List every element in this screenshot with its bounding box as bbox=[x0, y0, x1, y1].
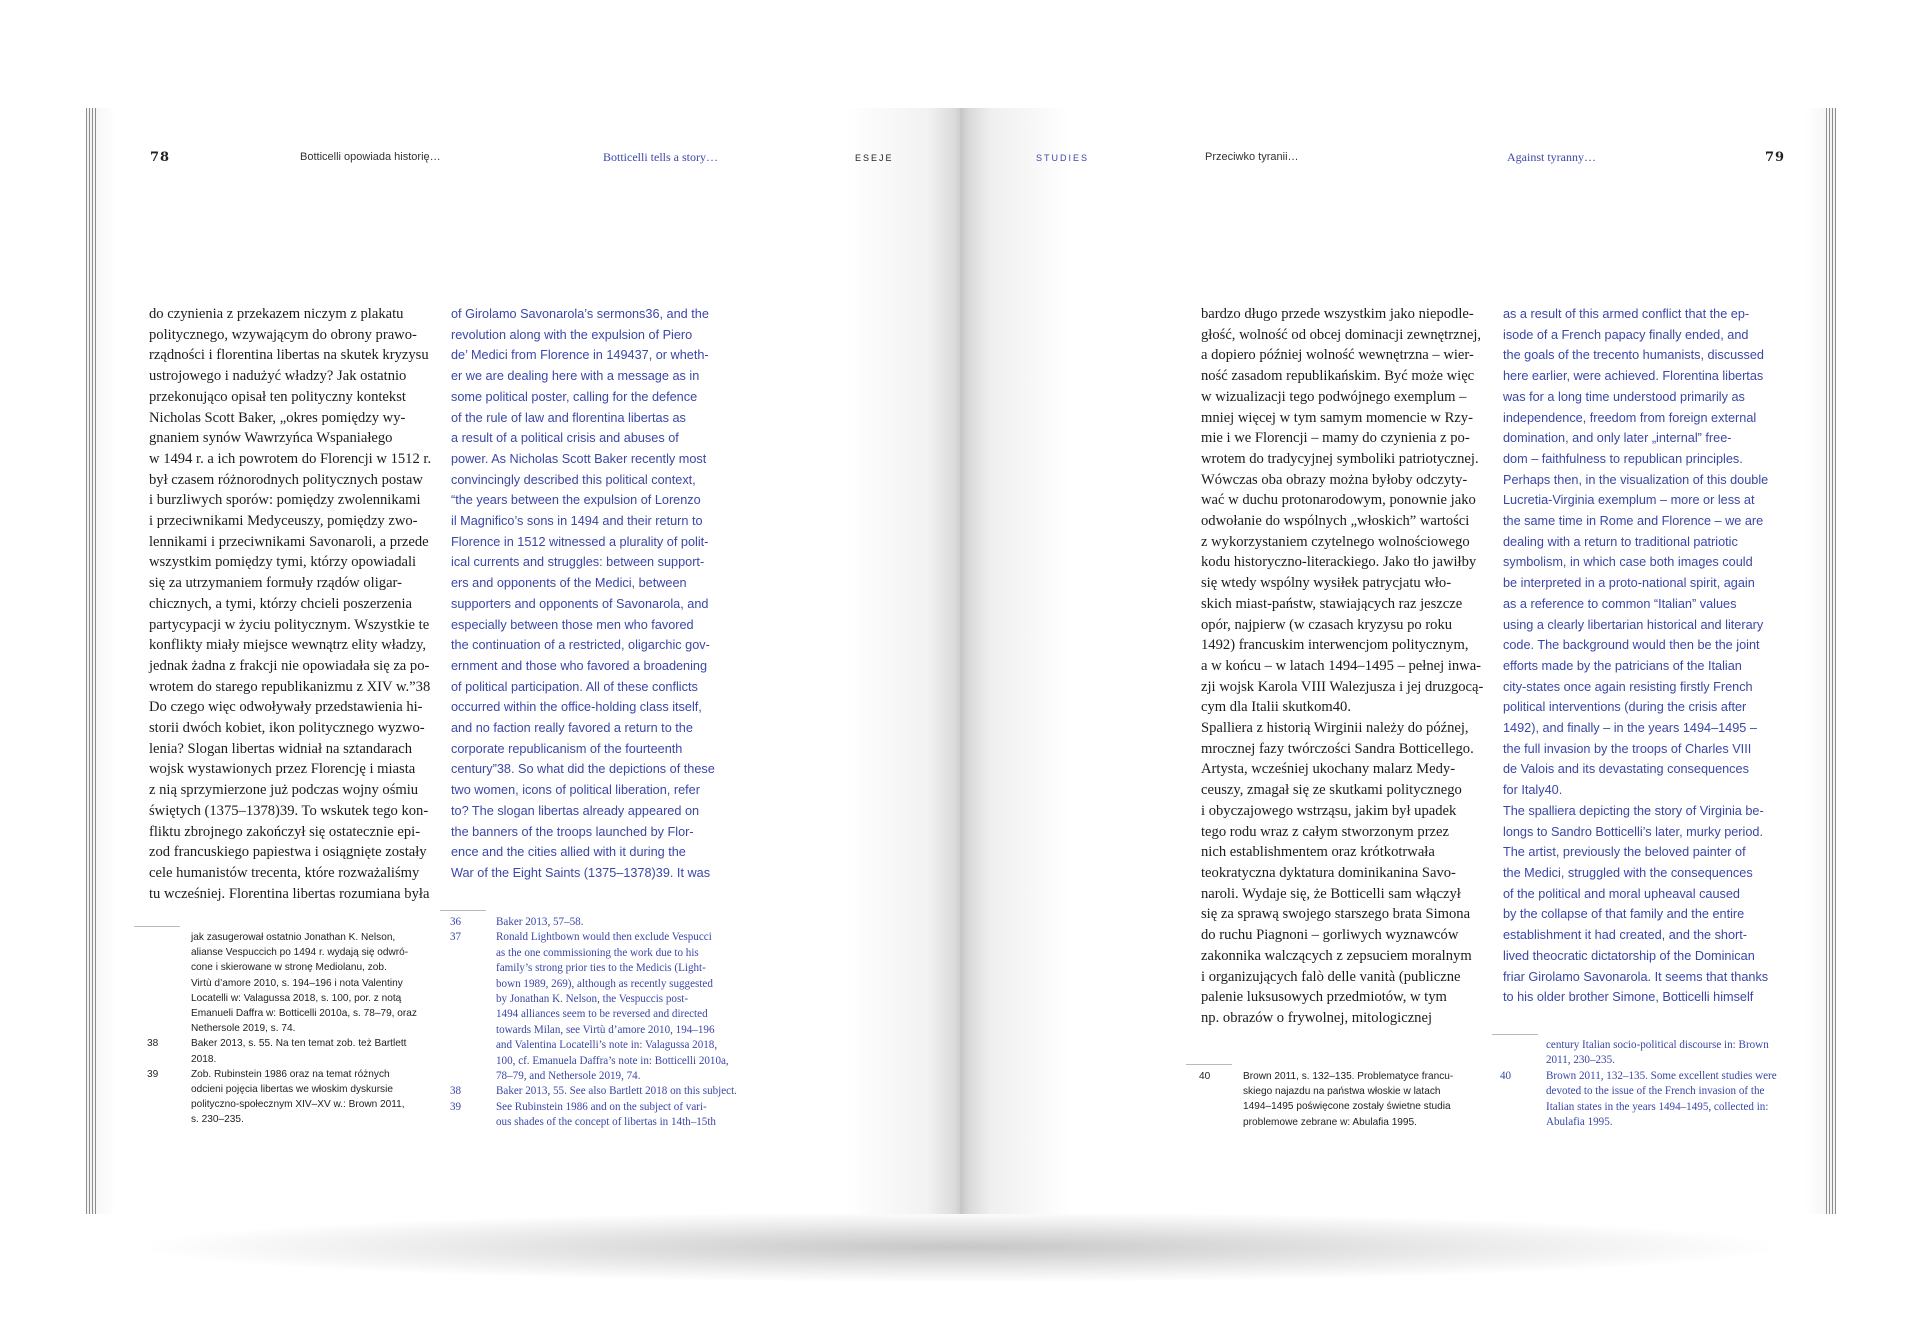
footnote-line bbox=[147, 1112, 447, 1127]
footnote-text: 2018. bbox=[191, 1053, 217, 1065]
footnote-line bbox=[1199, 1099, 1499, 1114]
right-page-edges bbox=[1822, 108, 1836, 1214]
text-line: Nicholas Scott Baker, „okres pomiędzy wy- bbox=[149, 409, 406, 426]
footnote-line bbox=[147, 1082, 447, 1097]
footnote-line bbox=[147, 1006, 447, 1021]
footnote-number bbox=[147, 960, 191, 975]
footnote-number bbox=[1500, 1084, 1546, 1099]
text-line: lenia? Slogan libertas widniał na sztandarach bbox=[149, 740, 412, 757]
left-page-edges bbox=[86, 108, 100, 1214]
running-head-en-left: Botticelli tells a story… bbox=[603, 150, 718, 164]
text-line: zod francuskiego papiestwa i osiągnięte zostały bbox=[149, 844, 427, 861]
footnote-line bbox=[1199, 1069, 1499, 1084]
footnote-line bbox=[1199, 1115, 1499, 1130]
footnote-text: Virtù d’amore 2010, s. 194–196 i nota Valentiny bbox=[191, 977, 403, 989]
footnote-number bbox=[450, 1023, 496, 1038]
text-line: century”38. So what did the depictions of these bbox=[451, 762, 715, 777]
footnote-number: 39 bbox=[147, 1068, 159, 1080]
text-line: zakonnika walczących z zepsuciem moralnym bbox=[1201, 947, 1472, 964]
text-line: do ruchu Piagnoni – gorliwych wyznawców bbox=[1201, 927, 1459, 944]
footnote-number bbox=[1500, 1100, 1546, 1115]
footnote-number bbox=[147, 1082, 191, 1097]
footnote-number bbox=[1199, 1084, 1243, 1099]
footnote-number bbox=[1199, 1115, 1243, 1130]
text-line: cele humanistów trecenta, które rozważaliśmy bbox=[149, 864, 420, 881]
text-line: wrotem do tradycyjnej symboliki patriotycznej. bbox=[1201, 450, 1479, 467]
footnote-rule-en-right bbox=[1492, 1034, 1538, 1035]
page-number-right: 79 bbox=[1765, 150, 1786, 165]
text-line: was for a long time understood primarily as bbox=[1503, 389, 1745, 404]
text-line: a w końcu – w latach 1494–1495 – pełnej inwa- bbox=[1201, 657, 1482, 674]
running-head-en-right: Against tyranny… bbox=[1507, 150, 1596, 164]
footnote-line bbox=[450, 1038, 750, 1053]
text-line: wojsk wystawionych przez Florencję i miasta bbox=[149, 761, 416, 778]
text-line: świętych (1375–1378)39. To wskutek tego kon- bbox=[149, 802, 429, 819]
footnote-number bbox=[147, 976, 191, 991]
footnote-number bbox=[450, 1054, 496, 1069]
text-line: dom – faithfulness to republican principles. bbox=[1503, 451, 1743, 466]
text-line: by the collapse of that family and the entire bbox=[1503, 907, 1745, 922]
text-line: especially between those men who favored bbox=[451, 617, 694, 632]
footnote-number: 39 bbox=[450, 1100, 462, 1113]
text-line: revolution along with the expulsion of Piero bbox=[451, 327, 693, 342]
footnote-line bbox=[147, 945, 447, 960]
footnote-number bbox=[450, 946, 496, 961]
text-line: Perhaps then, in the visualization of this double bbox=[1503, 472, 1769, 487]
text-line: to his older brother Simone, Botticelli himself bbox=[1503, 990, 1754, 1005]
footnote-number bbox=[450, 1038, 496, 1053]
footnote-text: Italian states in the years 1494–1495, collected in: bbox=[1546, 1100, 1769, 1113]
text-line: lennikami i przeciwnikami Savonaroli, a przede bbox=[149, 533, 429, 550]
footnote-text: Emanueli Daffra w: Botticelli 2010a, s. 78–79, oraz bbox=[191, 1008, 417, 1020]
text-line: w wizualizacji tego podwójnego exemplum – bbox=[1201, 388, 1467, 405]
text-line: isode of a French papacy finally ended, and bbox=[1503, 327, 1749, 342]
footnote-text: Zob. Rubinstein 1986 oraz na temat różnych bbox=[191, 1068, 390, 1080]
text-line: efforts made by the patricians of the Italian bbox=[1503, 658, 1742, 673]
footnote-line bbox=[1500, 1084, 1800, 1099]
footnote-line bbox=[450, 930, 750, 945]
footnote-number bbox=[450, 1007, 496, 1022]
footnote-text: 1494 alliances seem to be reversed and directed bbox=[496, 1008, 708, 1021]
footnote-text: Baker 2013, s. 55. Na ten temat zob. też Bartlett bbox=[191, 1038, 407, 1050]
book-gutter bbox=[930, 108, 992, 1214]
text-line: do czynienia z przekazem niczym z plakatu bbox=[149, 306, 404, 322]
text-line: z nią sprzymierzone już podczas wojny ośmiu bbox=[149, 782, 419, 799]
text-line: political interventions (during the crisis after bbox=[1503, 700, 1747, 715]
footnote-text: Nethersole 2019, s. 74. bbox=[191, 1023, 296, 1035]
footnote-rule-pl-right bbox=[1186, 1064, 1232, 1065]
text-line: “the years between the expulsion of Lorenzo bbox=[451, 493, 701, 508]
footnote-line bbox=[147, 976, 447, 991]
text-line: storii dwóch kobiet, ikon politycznego wyzwo- bbox=[149, 720, 425, 737]
text-line: chicznych, a tymi, którzy chcieli poszerzenia bbox=[149, 595, 412, 612]
footnote-number: 38 bbox=[450, 1085, 462, 1098]
footnote-text: odcieni pojęcia libertas we włoskim dyskursie bbox=[191, 1084, 393, 1096]
footnote-number: 40 bbox=[1500, 1069, 1512, 1082]
text-line: domination, and only later „internal” free- bbox=[1503, 431, 1732, 446]
footnotes-pl-right bbox=[1199, 1069, 1499, 1130]
text-line: some political poster, calling for the defence bbox=[451, 389, 698, 404]
text-line: gnaniem synów Wawrzyńca Wspaniałego bbox=[149, 430, 393, 447]
text-line: Spalliera z historią Wirginii należy do późnej, bbox=[1201, 720, 1469, 737]
book-shadow bbox=[150, 1212, 1770, 1282]
text-line: the banners of the troops launched by Flor- bbox=[451, 824, 694, 839]
footnote-line bbox=[147, 991, 447, 1006]
text-line: ustrojowego i nadużyć władzy? Jak ostatnio bbox=[149, 368, 407, 385]
footnote-line bbox=[450, 946, 750, 961]
footnote-text: by Jonathan K. Nelson, the Vespuccis post- bbox=[496, 993, 689, 1006]
text-line: ers and opponents of the Medici, between bbox=[451, 576, 687, 591]
footnote-line bbox=[450, 1023, 750, 1038]
footnote-line bbox=[450, 1069, 750, 1084]
text-line: of the rule of law and florentina libertas as bbox=[451, 410, 686, 425]
footnote-number bbox=[147, 1097, 191, 1112]
text-line: as a reference to common “Italian” values bbox=[1503, 596, 1737, 611]
footnote-line bbox=[450, 1100, 750, 1115]
footnote-text: problemowe zebrane w: Abulafia 1995. bbox=[1243, 1116, 1417, 1128]
text-line: odwołanie do wspólnych „włoskich” wartości bbox=[1201, 513, 1470, 530]
footnotes-pl-left bbox=[147, 930, 447, 1128]
text-line: fliktu zbrojnego zakończył się ostatecznie epi- bbox=[149, 823, 421, 840]
text-line: mrocznej fazy twórczości Sandra Botticellego. bbox=[1201, 740, 1474, 757]
footnote-number bbox=[147, 1112, 191, 1127]
footnote-line bbox=[1500, 1100, 1800, 1115]
footnote-number bbox=[450, 1069, 496, 1084]
text-line: Do czego więc odwoływały przedstawienia hi- bbox=[149, 699, 423, 716]
text-line: głość, wolność od obcej dominacji zewnętrznej, bbox=[1201, 326, 1482, 343]
text-line: zji wojsk Karola VIII Walezjusza i jej druzgocą- bbox=[1201, 678, 1484, 695]
footnote-number bbox=[1500, 1115, 1546, 1130]
text-line: mniej więcej w tym samym momencie w Rzy- bbox=[1201, 409, 1473, 426]
text-line: corporate republicanism of the fourteenth bbox=[451, 741, 683, 756]
text-line: partycypacji w życiu politycznym. Wszystkie te bbox=[149, 616, 430, 633]
text-line: de’ Medici from Florence in 149437, or wheth- bbox=[451, 348, 709, 363]
text-line: and no faction really favored a return to the bbox=[451, 721, 693, 736]
text-line: friar Girolamo Savonarola. It seems that thanks bbox=[1503, 969, 1769, 984]
text-line: of political participation. All of these conflicts bbox=[451, 679, 698, 694]
running-head-pl-right: Przeciwko tyranii… bbox=[1205, 151, 1299, 163]
text-line: occurred within the office-holding class itself, bbox=[451, 700, 702, 715]
footnote-text: as the one commissioning the work due to his bbox=[496, 946, 699, 959]
footnote-number: 40 bbox=[1199, 1071, 1211, 1082]
text-line: konflikty miały miejsce wewnątrz elity władzy, bbox=[149, 637, 427, 654]
footnote-number bbox=[450, 992, 496, 1007]
footnote-line bbox=[1199, 1084, 1499, 1099]
text-line: był czasem różnorodnych politycznych postaw bbox=[149, 471, 423, 488]
text-line: bardzo długo przede wszystkim jako niepodle- bbox=[1201, 306, 1474, 322]
text-line: wać w duchu protonarodowym, ponownie jako bbox=[1201, 492, 1476, 509]
text-line: np. obrazów o frywolnej, mitologicznej bbox=[1201, 1009, 1433, 1026]
text-line: The artist, previously the beloved painter of bbox=[1503, 845, 1746, 860]
text-line: przekonująco opisał ten polityczny kontekst bbox=[149, 388, 406, 405]
page-number-left: 78 bbox=[150, 150, 171, 165]
footnote-text: Locatelli w: Valagussa 2018, s. 100, por. z notą bbox=[191, 992, 402, 1004]
footnote-line bbox=[450, 977, 750, 992]
text-line: using a clearly libertarian historical and literary bbox=[1503, 617, 1764, 632]
footnote-line bbox=[1500, 1038, 1800, 1053]
text-line: here earlier, were achieved. Florentina libertas bbox=[1503, 369, 1764, 384]
footnote-number bbox=[147, 930, 191, 945]
footnote-line bbox=[450, 961, 750, 976]
text-line: independence, freedom from foreign external bbox=[1503, 410, 1757, 425]
footnote-number bbox=[147, 1006, 191, 1021]
body-column-en-left bbox=[451, 304, 751, 884]
text-line: dealing with a return to traditional patriotic bbox=[1503, 534, 1738, 549]
footnote-number bbox=[1199, 1099, 1243, 1114]
text-line: palenie luksusowych przedmiotów, w tym bbox=[1201, 989, 1447, 1006]
footnote-text: Brown 2011, 132–135. Some excellent studies were bbox=[1546, 1069, 1777, 1082]
footnote-text: ous shades of the concept of libertas in 14th–15th bbox=[496, 1116, 716, 1129]
text-line: 1492), and finally – in the years 1494–1495 – bbox=[1503, 721, 1757, 736]
footnote-number bbox=[450, 977, 496, 992]
text-line: establishment it had created, and the short- bbox=[1503, 928, 1748, 943]
text-line: of Girolamo Savonarola’s sermons36, and the bbox=[451, 307, 709, 321]
text-line: i burzliwych sporów: pomiędzy zwolennikami bbox=[149, 492, 421, 509]
footnote-text: cone i skierowane w stronę Mediolanu, zob. bbox=[191, 962, 387, 974]
footnote-line bbox=[1500, 1115, 1800, 1130]
text-line: longs to Sandro Botticelli’s later, murky period. bbox=[1503, 824, 1763, 839]
text-line: ceuszy, zmagał się ze skutkami politycznego bbox=[1201, 782, 1462, 799]
footnotes-en-right bbox=[1500, 1038, 1800, 1130]
footnote-rule-en-left bbox=[440, 910, 486, 911]
text-line: Lucretia-Virginia exemplum – more or less at bbox=[1503, 493, 1755, 508]
footnote-line bbox=[1500, 1053, 1800, 1068]
text-line: i organizujących falò delle vanità (publiczne bbox=[1201, 968, 1461, 985]
footnote-rule-pl-left bbox=[134, 926, 180, 927]
text-line: 1492) francuskim interwencjom politycznym, bbox=[1201, 637, 1469, 654]
footnote-text: century Italian socio-political discourse in: Brown bbox=[1546, 1039, 1769, 1051]
footnote-text: family’s strong prior ties to the Medicis (Light- bbox=[496, 962, 706, 975]
footnote-text: towards Milan, see Virtù d’amore 2010, 194–196 bbox=[496, 1023, 715, 1036]
text-line: i obyczajowego wstrząsu, jakim był upadek bbox=[1201, 802, 1457, 819]
text-line: ence and the cities allied with it during the bbox=[451, 845, 686, 860]
text-line: symbolism, in which case both images could bbox=[1503, 555, 1753, 570]
text-line: War of the Eight Saints (1375–1378)39. It was bbox=[451, 865, 711, 880]
footnote-line bbox=[147, 1052, 447, 1067]
footnote-text: jak zasugerował ostatnio Jonathan K. Nelson, bbox=[191, 932, 396, 943]
text-line: Artysta, wcześniej ukochany malarz Medy- bbox=[1201, 761, 1456, 778]
footnote-line bbox=[147, 1021, 447, 1036]
text-line: power. As Nicholas Scott Baker recently most bbox=[451, 451, 707, 466]
section-label-left: ESEJE bbox=[855, 153, 894, 163]
footnote-text: skiego najazdu na państwa włoskie w latach bbox=[1243, 1086, 1441, 1098]
body-column-pl-right bbox=[1201, 304, 1493, 1029]
text-line: of the political and moral upheaval caused bbox=[1503, 886, 1740, 901]
text-line: city-states once again resisting firstly French bbox=[1503, 679, 1753, 694]
text-line: teokratyczna dyktatura dominikanina Savo- bbox=[1201, 864, 1456, 881]
text-line: the continuation of a restricted, oligarchic gov- bbox=[451, 638, 710, 653]
text-line: de Valois and its devastating consequences bbox=[1503, 762, 1749, 777]
text-line: tego rodu wraz z całym stworzonym przez bbox=[1201, 823, 1449, 840]
footnote-text: and Valentina Locatelli’s note in: Valagussa 2018, bbox=[496, 1039, 718, 1052]
footnote-line bbox=[1500, 1069, 1800, 1084]
text-line: wszystkim pomiędzy tymi, którzy opowiadali bbox=[149, 554, 417, 571]
section-label-right: STUDIES bbox=[1036, 153, 1090, 163]
footnote-line bbox=[147, 960, 447, 975]
text-line: cym dla Italii skutkom40. bbox=[1201, 699, 1351, 716]
text-line: w 1494 r. a ich powrotem do Florencji w 1512 r. bbox=[149, 450, 432, 467]
footnotes-en-left bbox=[450, 915, 750, 1131]
text-line: się za utrzymaniem formuły rządów oligar- bbox=[149, 575, 402, 592]
footnote-number: 36 bbox=[450, 916, 462, 928]
footnote-text: See Rubinstein 1986 and on the subject of vari- bbox=[496, 1100, 707, 1113]
footnote-text: 78–79, and Nethersole 2019, 74. bbox=[496, 1070, 641, 1083]
footnote-line bbox=[147, 1036, 447, 1051]
text-line: Florence in 1512 witnessed a plurality of polit- bbox=[451, 534, 709, 549]
text-line: mie i we Florencji – mamy do czynienia z po- bbox=[1201, 430, 1470, 447]
text-line: Wówczas oba obrazy można byłoby odczyty- bbox=[1201, 471, 1468, 488]
footnote-number bbox=[450, 961, 496, 976]
footnote-text: bown 1989, 269), although as recently suggested bbox=[496, 977, 713, 990]
running-head-pl-left: Botticelli opowiada historię… bbox=[300, 151, 441, 163]
footnote-line bbox=[450, 1007, 750, 1022]
text-line: się wtedy wspólny wysiłek patrycjatu wło- bbox=[1201, 575, 1452, 592]
footnote-line bbox=[450, 1115, 750, 1130]
text-line: tu wcześniej. Florentina libertas rozumiana była bbox=[149, 885, 430, 902]
text-line: two women, icons of political liberation, refer bbox=[451, 783, 700, 798]
footnote-number bbox=[147, 1052, 191, 1067]
footnote-line bbox=[147, 930, 447, 945]
footnote-number: 37 bbox=[450, 931, 462, 944]
footnote-text: alianse Vespuccich po 1494 r. wydają się odwró- bbox=[191, 947, 409, 959]
text-line: The spalliera depicting the story of Virginia be- bbox=[1503, 803, 1764, 818]
text-line: for Italy40. bbox=[1503, 783, 1563, 798]
footnote-line bbox=[450, 915, 750, 930]
footnote-line bbox=[147, 1097, 447, 1112]
text-line: supporters and opponents of Savonarola, and bbox=[451, 596, 709, 611]
body-column-en-right bbox=[1503, 304, 1803, 1008]
footnote-text: Ronald Lightbown would then exclude Vespucci bbox=[496, 931, 712, 944]
footnote-number bbox=[147, 945, 191, 960]
footnote-number bbox=[147, 991, 191, 1006]
text-line: to? The slogan libertas already appeared on bbox=[451, 803, 700, 818]
text-line: ical currents and struggles: between support- bbox=[451, 555, 705, 570]
footnote-text: Baker 2013, 57–58. bbox=[496, 916, 584, 928]
footnote-line bbox=[147, 1067, 447, 1082]
text-line: skich miast-państw, stawiających raz jeszcze bbox=[1201, 595, 1463, 612]
text-line: the same time in Rome and Florence – we are bbox=[1503, 514, 1764, 529]
text-line: a result of a political crisis and abuses of bbox=[451, 431, 679, 446]
text-line: z wykorzystaniem czytelnego wolnościowego bbox=[1201, 533, 1470, 550]
text-line: the Medici, struggled with the consequences bbox=[1503, 865, 1753, 880]
text-line: politycznego, wzywającym do obrony prawo- bbox=[149, 326, 417, 343]
text-line: rządności i florentina libertas na skutek kryzysu bbox=[149, 347, 429, 364]
text-line: ernment and those who favored a broadening bbox=[451, 658, 708, 673]
text-line: kodu historyczno-literackiego. Jako tło jawiłby bbox=[1201, 554, 1477, 571]
text-line: naroli. Wydaje się, że Botticelli sam włączył bbox=[1201, 885, 1461, 902]
text-line: opór, najpierw (w czasach kryzysu po roku bbox=[1201, 616, 1453, 633]
footnote-number bbox=[147, 1021, 191, 1036]
footnote-text: devoted to the issue of the French invasion of the bbox=[1546, 1085, 1765, 1098]
text-line: code. The background would then be the joint bbox=[1503, 638, 1760, 653]
body-column-pl-left bbox=[149, 304, 441, 904]
text-line: as a result of this armed conflict that the ep- bbox=[1503, 307, 1750, 321]
text-line: be interpreted in a proto-national spirit, again bbox=[1503, 576, 1755, 591]
footnote-text: s. 230–235. bbox=[191, 1114, 244, 1126]
footnote-number bbox=[1500, 1038, 1546, 1053]
text-line: the goals of the trecento humanists, discussed bbox=[1503, 348, 1764, 363]
footnote-text: Brown 2011, s. 132–135. Problematyce francu- bbox=[1243, 1071, 1454, 1082]
footnote-line bbox=[450, 1054, 750, 1069]
footnote-number bbox=[1500, 1053, 1546, 1068]
text-line: lived theocratic dictatorship of the Dominican bbox=[1503, 948, 1755, 963]
text-line: wrotem do starego republikanizmu z XIV w.”38 bbox=[149, 678, 431, 695]
footnote-line bbox=[450, 992, 750, 1007]
text-line: er we are dealing here with a message as in bbox=[451, 369, 700, 384]
text-line: się za sprawą swojego starszego brata Simona bbox=[1201, 906, 1471, 923]
text-line: jednak żadna z frakcji nie opowiadała się za po- bbox=[149, 657, 430, 674]
footnote-text: 100, cf. Emanuela Daffra’s note in: Botticelli 2010a, bbox=[496, 1054, 729, 1067]
text-line: il Magnifico’s sons in 1494 and their return to bbox=[451, 514, 703, 529]
footnote-text: 2011, 230–235. bbox=[1546, 1054, 1615, 1067]
footnote-text: polityczno-społecznym XIV–XV w.: Brown 2011, bbox=[191, 1099, 405, 1111]
footnote-number bbox=[450, 1115, 496, 1130]
footnote-text: Abulafia 1995. bbox=[1546, 1116, 1613, 1129]
footnote-number: 38 bbox=[147, 1038, 159, 1050]
footnote-text: Baker 2013, 55. See also Bartlett 2018 on this subject. bbox=[496, 1085, 737, 1098]
text-line: ność zasadom republikańskim. Być może więc bbox=[1201, 368, 1475, 385]
footnote-text: 1494–1495 poświęcone zostały świetne studia bbox=[1243, 1101, 1451, 1113]
text-line: the full invasion by the troops of Charles VIII bbox=[1503, 741, 1752, 756]
text-line: a dopiero później wolność wewnętrzna – wier- bbox=[1201, 347, 1474, 364]
footnote-line bbox=[450, 1084, 750, 1099]
text-line: i przeciwnikami Medyceuszy, pomiędzy zwo- bbox=[149, 513, 418, 530]
text-line: convincingly described this political context, bbox=[451, 472, 696, 487]
text-line: nich establishmentem oraz krótkotrwała bbox=[1201, 844, 1435, 861]
